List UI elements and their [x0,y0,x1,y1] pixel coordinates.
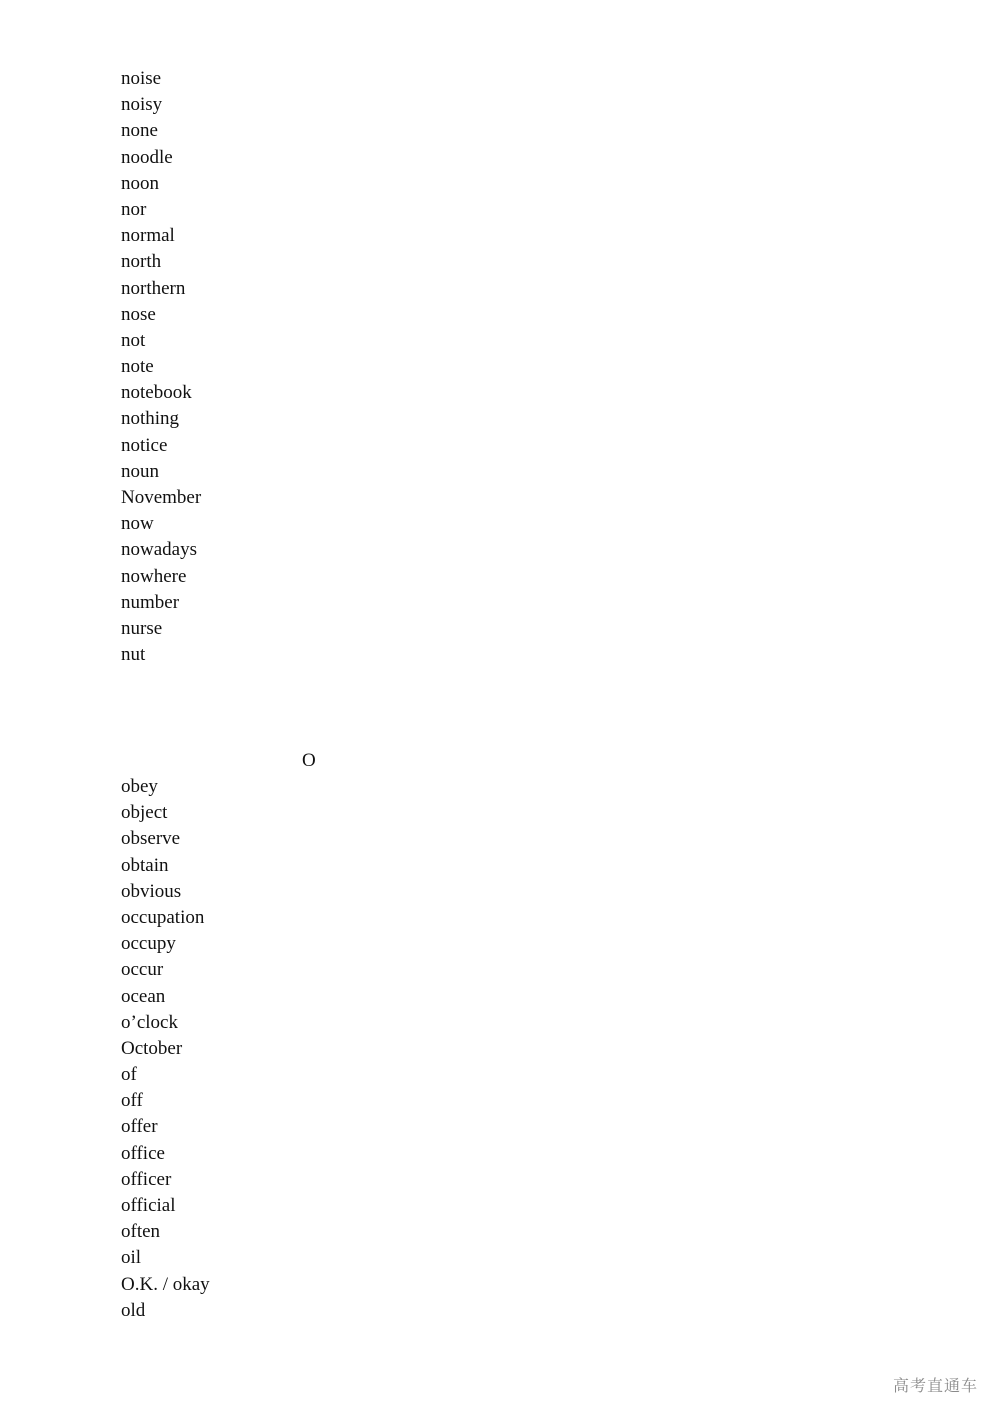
word-item: officer [121,1168,172,1190]
word-list-n [121,66,201,668]
word-item: noon [121,172,159,194]
word-item: normal [121,225,175,247]
word-item: off [121,1090,143,1112]
word-item: obtain [121,854,169,876]
word-item: noun [121,460,159,482]
word-item: noodle [121,146,173,168]
word-item: obvious [121,880,182,902]
word-item: north [121,251,162,273]
word-item: occur [121,959,164,981]
word-item: o’clock [121,1011,178,1033]
word-item: occupation [121,906,205,928]
word-item: now [121,513,154,535]
watermark: 高考直通车 [892,1376,978,1395]
word-item: observe [121,828,181,850]
word-item: noisy [121,94,163,116]
word-item: of [121,1064,137,1086]
word-item: ocean [121,985,166,1007]
word-item: obey [121,776,158,797]
word-item: note [121,356,154,378]
word-item: noise [121,68,162,89]
word-item: often [121,1221,161,1243]
word-item: number [121,591,180,613]
word-item: nut [121,644,146,666]
word-item: office [121,1142,165,1164]
word-item: nurse [121,617,163,639]
word-item: O.K. / okay [121,1273,210,1295]
word-item: not [121,329,146,351]
word-item: occupy [121,933,176,955]
word-item: offer [121,1116,158,1138]
word-item: nose [121,303,156,325]
word-item: notebook [121,382,192,404]
section-heading-o: O [302,750,316,771]
word-item: none [121,120,158,142]
word-item: nothing [121,408,180,430]
word-item: oil [121,1247,142,1269]
word-item: October [121,1037,183,1059]
word-item: object [121,802,168,824]
word-item: northern [121,277,186,299]
word-item: nowhere [121,565,187,587]
word-item: official [121,1195,176,1216]
word-item: November [121,487,202,508]
word-item: notice [121,434,168,456]
word-item: nowadays [121,539,197,561]
word-item: nor [121,198,147,220]
word-list-o [121,774,210,1324]
word-item: old [121,1299,146,1321]
